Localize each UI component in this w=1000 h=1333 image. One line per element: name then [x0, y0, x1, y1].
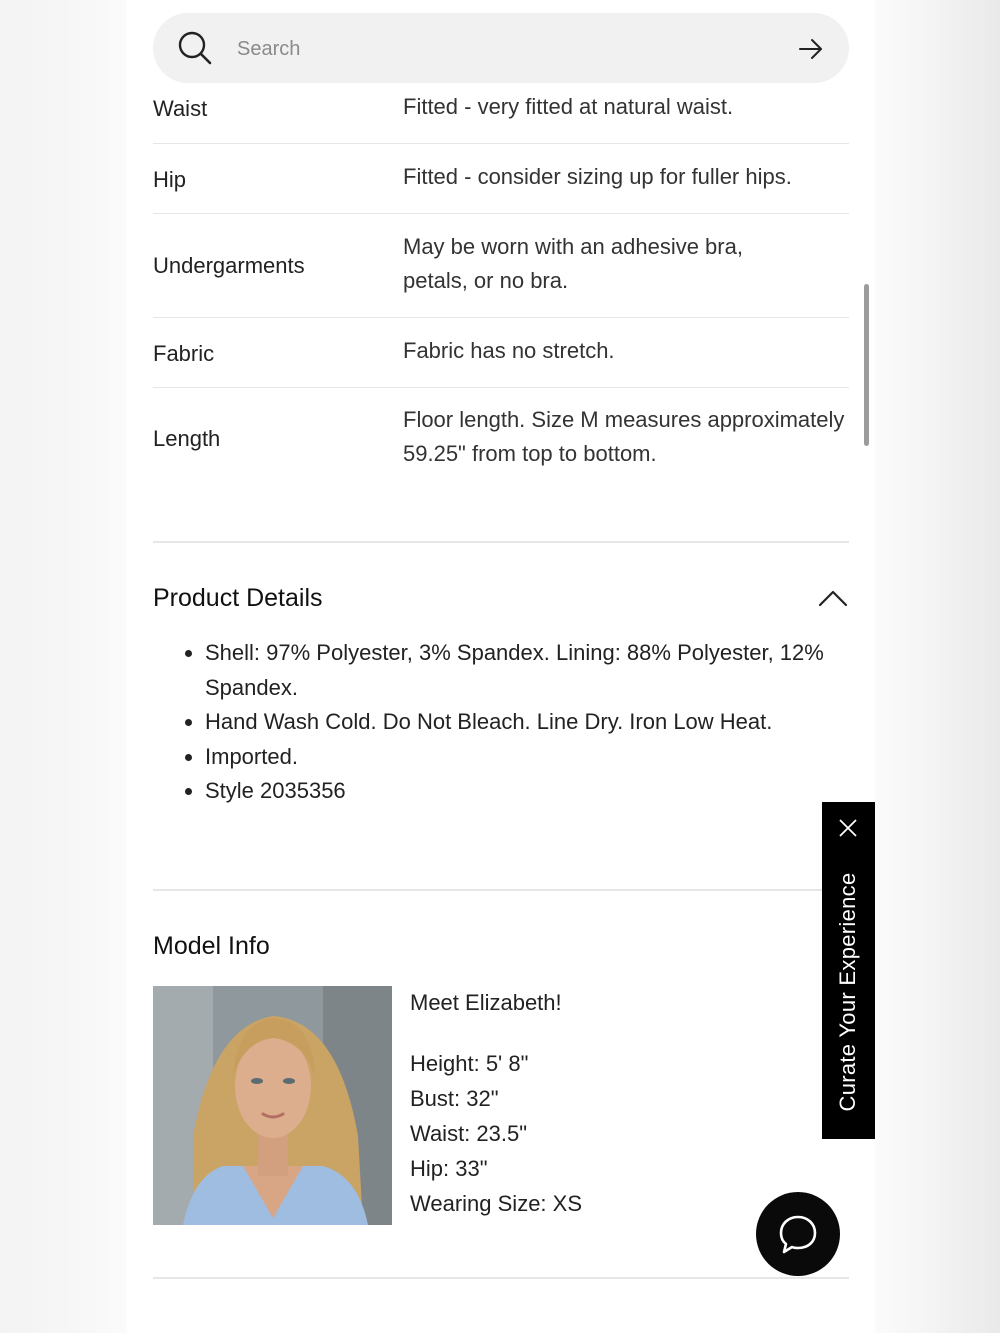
scrollbar-thumb[interactable] [864, 284, 869, 446]
chevron-up-icon[interactable] [817, 586, 849, 610]
model-height: Height: 5' 8" [410, 1051, 529, 1076]
divider [153, 541, 849, 543]
model-greeting: Meet Elizabeth! [410, 990, 562, 1015]
table-row [153, 318, 849, 388]
model-waist: Waist: 23.5" [410, 1121, 528, 1146]
table-row [153, 144, 849, 214]
model-photo [153, 986, 392, 1225]
list-item: • Shell: 97% Polyester, 3% Spandex. Lining: 88% Polyester, 12% Spandex. [205, 636, 855, 705]
model-info-title[interactable]: Model Info [153, 932, 270, 960]
model-wearing-size: Wearing Size: XS [410, 1191, 583, 1216]
curate-experience-tab[interactable] [822, 802, 875, 1139]
table-row [153, 388, 849, 492]
row-label: Length [153, 426, 221, 451]
row-value: Fitted - very fitted at natural waist. [403, 94, 734, 119]
list-item: • Style 2035356 [205, 774, 855, 809]
divider [153, 1277, 849, 1279]
row-value: Fabric has no stretch. [403, 338, 615, 363]
model-bust: Bust: 32" [410, 1086, 499, 1111]
row-value: Fitted - consider sizing up for fuller hips. [403, 164, 792, 189]
table-row [153, 75, 849, 144]
row-label: Hip [153, 167, 187, 192]
chat-bubble-icon [777, 1213, 819, 1255]
divider [153, 889, 849, 891]
row-value: Floor length. Size M measures approximately 59.25" from top to bottom. [403, 407, 845, 466]
row-value: May be worn with an adhesive bra, petals, or no bra. [403, 234, 743, 293]
product-page [127, 0, 875, 1333]
product-details-list [179, 636, 855, 809]
close-icon[interactable] [838, 818, 858, 838]
row-label: Undergarments [153, 253, 305, 278]
list-item: • Imported. [205, 740, 855, 775]
table-row [153, 214, 849, 318]
model-hip: Hip: 33" [410, 1156, 488, 1181]
curate-experience-label[interactable]: Curate Your Experience [835, 872, 860, 1112]
row-label: Fabric [153, 341, 215, 366]
model-stats [410, 985, 582, 1221]
arrow-right-icon[interactable] [797, 35, 825, 63]
background-right [875, 0, 1000, 1333]
list-item: • Hand Wash Cold. Do Not Bleach. Line Dry. Iron Low Heat. [205, 705, 855, 740]
chat-button[interactable] [756, 1192, 840, 1276]
search-input[interactable] [235, 31, 779, 67]
search-icon[interactable] [177, 30, 213, 66]
row-label: Waist [153, 96, 208, 121]
search-bar[interactable] [153, 13, 849, 83]
product-details-title[interactable]: Product Details [153, 584, 323, 612]
background-left [0, 0, 127, 1333]
